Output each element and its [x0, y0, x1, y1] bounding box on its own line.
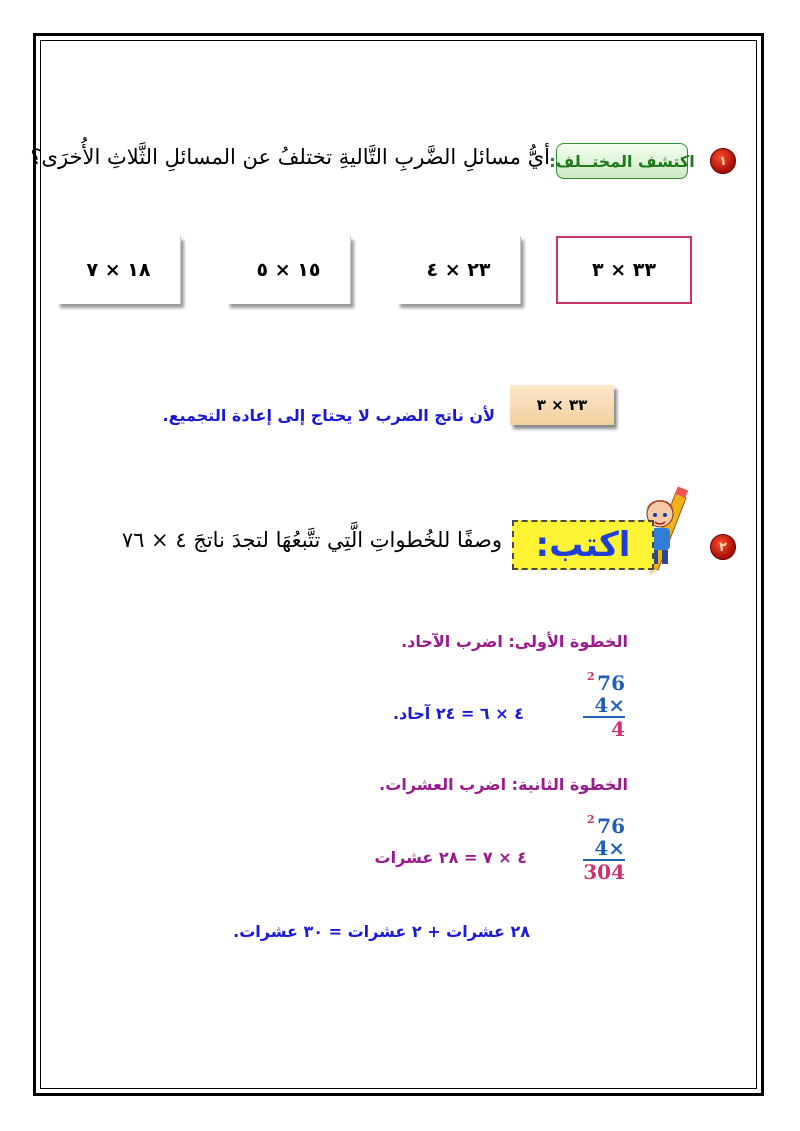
option-card[interactable]: ١٨ × ٧: [57, 236, 181, 304]
calc-block-2: [583, 815, 625, 883]
multiplier: 4×: [583, 837, 625, 861]
carry-digit: 2: [587, 813, 595, 826]
carry-digit: 2: [587, 670, 595, 683]
question-number-badge: ١: [710, 148, 736, 174]
option-card-selected[interactable]: ٣٣ × ٣: [556, 236, 692, 304]
multiplier: 4×: [583, 694, 625, 718]
option-card[interactable]: ١٥ × ٥: [227, 236, 351, 304]
find-different-tag: اكتشف المختــلف:: [556, 143, 688, 179]
question-number-badge: ٢: [710, 534, 736, 560]
answer-reason: لأن ناتج الضرب لا يحتاج إلى إعادة التجميع.: [162, 406, 495, 425]
step1-equation: ٤ × ٦ = ٢٤ آحاد.: [392, 704, 524, 723]
partial-result: 4: [611, 717, 625, 741]
step2-title: الخطوة الثانية: اضرب العشرات.: [379, 775, 628, 794]
write-tag: اكتب:: [512, 520, 654, 570]
question2-prompt: وصفًا للخُطواتِ الَّتِي تتَّبعُهَا لتجدَ ناتجَ ٤ × ٧٦: [121, 528, 502, 552]
multiplicand: 76: [597, 814, 625, 838]
final-equation: ٢٨ عشرات + ٢ عشرات = ٣٠ عشرات.: [233, 922, 530, 941]
step2-equation: ٤ × ٧ = ٢٨ عشرات: [374, 848, 527, 867]
step1-title: الخطوة الأولى: اضرب الآحاد.: [401, 632, 628, 651]
result: 304: [583, 860, 625, 884]
answer-chip: ٣٣ × ٣: [510, 385, 614, 425]
option-card[interactable]: ٢٣ × ٤: [397, 236, 521, 304]
multiplicand: 76: [597, 671, 625, 695]
question1-prompt: أيُّ مسائلِ الضَّربِ التَّاليةِ تختلفُ عن المسائلِ الثَّلاثِ الأُخرَى؟: [30, 145, 550, 169]
calc-block-1: [583, 672, 625, 740]
